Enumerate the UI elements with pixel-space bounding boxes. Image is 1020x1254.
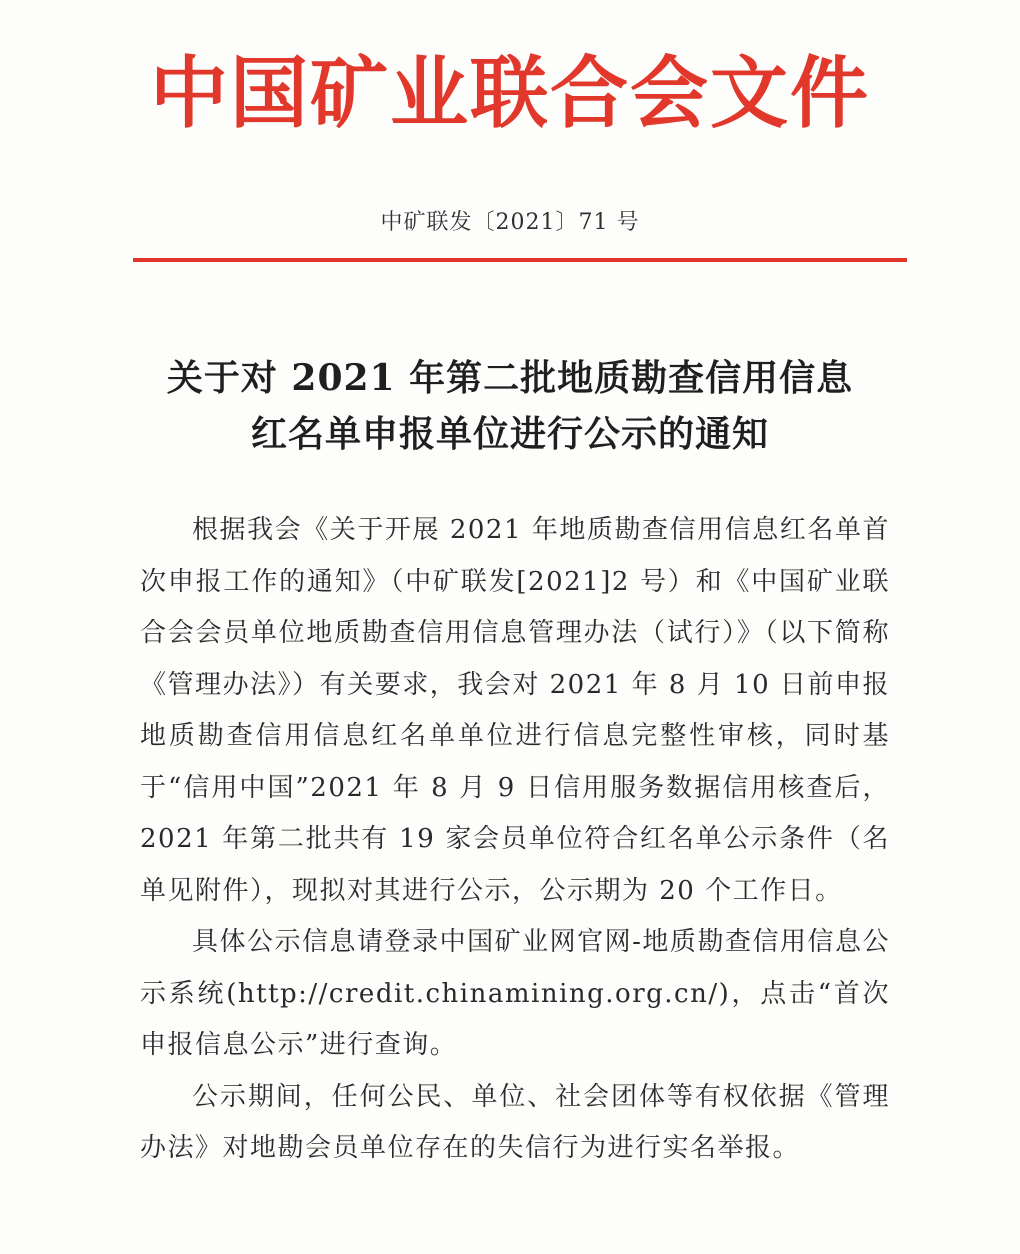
red-divider-rule [133,258,907,262]
body-paragraph-1: 根据我会《关于开展 2021 年地质勘查信用信息红名单首次申报工作的通知》（中矿联发[2021]2 号）和《中国矿业联合会会员单位地质勘查信用信息管理办法（试行）》（以下简称《管理办法》）有关要求，我会对 2021 年 8 月 10 日前申报地质勘查信用信息红名单单位进行信息完整性审核，同时基于“信用中国”2021 年 8 月 9 日信用服务数据信用核查后，2021 年第二批共有 19 家会员单位符合红名单公示条件（名单见附件），现拟对其进行公示，公示期为 20 个工作日。 [140,515,890,906]
body-paragraph-2: 具体公示信息请登录中国矿业网官网-地质勘查信用信息公示系统(http://credit.chinamining.org.cn/)，点击“首次申报信息公示”进行查询。 [140,927,890,1060]
body-paragraph-3: 公示期间，任何公民、单位、社会团体等有权依据《管理办法》对地勘会员单位存在的失信行为进行实名举报。 [140,1081,890,1163]
notice-title-line-1: 关于对 2021 年第二批地质勘查信用信息 [166,357,854,399]
document-number: 中矿联发〔2021〕71 号 [380,210,640,235]
notice-title-line-2: 红名单申报单位进行公示的通知 [250,413,769,455]
document-masthead: 中国矿业联合会文件 [149,49,870,139]
notice-title [0,350,1020,462]
notice-body [140,505,890,1175]
